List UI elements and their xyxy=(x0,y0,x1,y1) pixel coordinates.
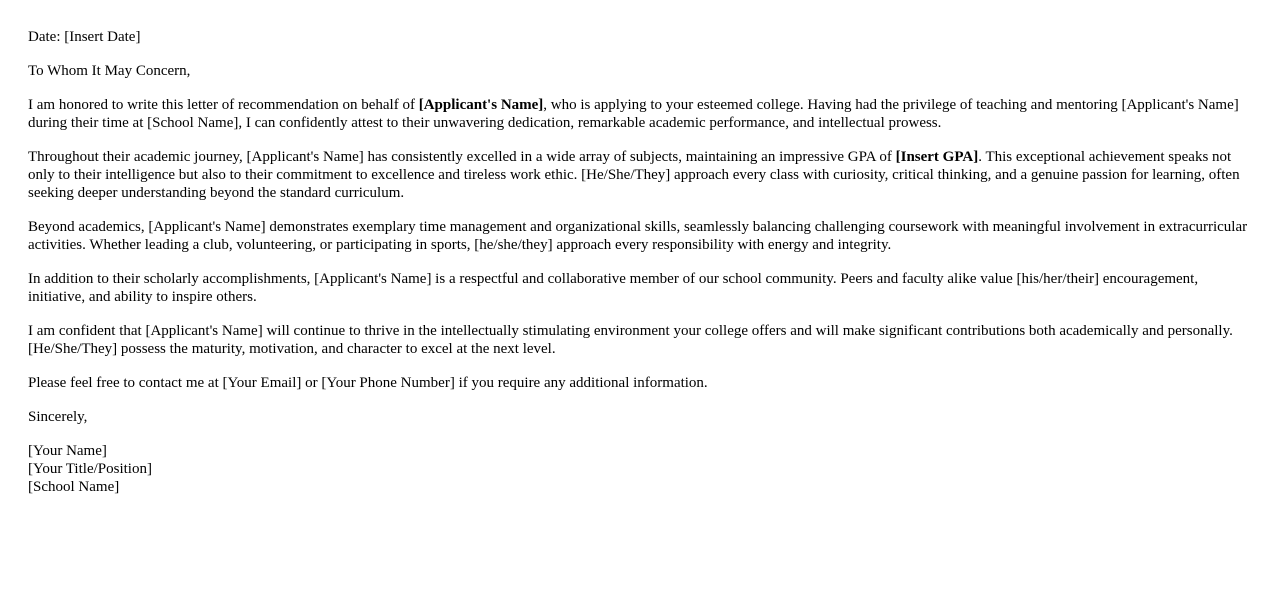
signature-school: [School Name] xyxy=(28,479,120,495)
applicant-name-bold: [Applicant's Name] xyxy=(418,97,544,113)
paragraph-intro-before: I am honored to write this letter of recommendation on behalf of xyxy=(28,97,419,113)
paragraph-community: In addition to their scholarly accomplishments, [Applicant's Name] is a respectful and collaborative member of our school community. Peers and faculty alike value [his/her/their] encouragement, initiative, and ability to inspire others. xyxy=(28,271,1199,305)
paragraph-extracurricular: Beyond academics, [Applicant's Name] demonstrates exemplary time management and organizational skills, seamlessly balancing challenging coursework with meaningful involvement in extracurricular activities. Whether leading a club, volunteering, or participating in sports, [he/she/they] approach every responsibility with energy and integrity. xyxy=(28,219,1248,253)
signature-title: [Your Title/Position] xyxy=(28,461,152,477)
paragraph-intro xyxy=(28,96,1250,132)
paragraph-academics xyxy=(28,148,1250,202)
signature-block xyxy=(28,442,1250,496)
paragraph-academics-after: . This exceptional achievement speaks not only to their intelligence but also to their commitment to excellence and tireless work ethic. [He/She/They] approach every class with curiosity, critical thinking, and a genuine passion for learning, often seeking deeper understanding beyond the standard curriculum. xyxy=(28,149,1240,201)
date-line: Date: [Insert Date] xyxy=(28,29,141,45)
paragraph-confidence: I am confident that [Applicant's Name] will continue to thrive in the intellectually stimulating environment your college offers and will make significant contributions both academically and personally. [He/She/They] possess the maturity, motivation, and character to excel at the next level. xyxy=(28,323,1233,357)
paragraph-academics-before: Throughout their academic journey, [Applicant's Name] has consistently excelled in a wide array of subjects, maintaining an impressive GPA of xyxy=(28,149,896,165)
recommendation-letter xyxy=(28,28,1250,512)
gpa-bold: [Insert GPA] xyxy=(895,149,979,165)
contact-line: Please feel free to contact me at [Your Email] or [Your Phone Number] if you require any additional information. xyxy=(28,375,708,391)
paragraph-intro-after: , who is applying to your esteemed college. Having had the privilege of teaching and mentoring [Applicant's Name] during their time at [School Name], I can confidently attest to their unwavering dedication, remarkable academic performance, and intellectual prowess. xyxy=(28,97,1239,131)
signature-name: [Your Name] xyxy=(28,443,107,459)
closing: Sincerely, xyxy=(28,409,88,425)
salutation: To Whom It May Concern, xyxy=(28,63,191,79)
